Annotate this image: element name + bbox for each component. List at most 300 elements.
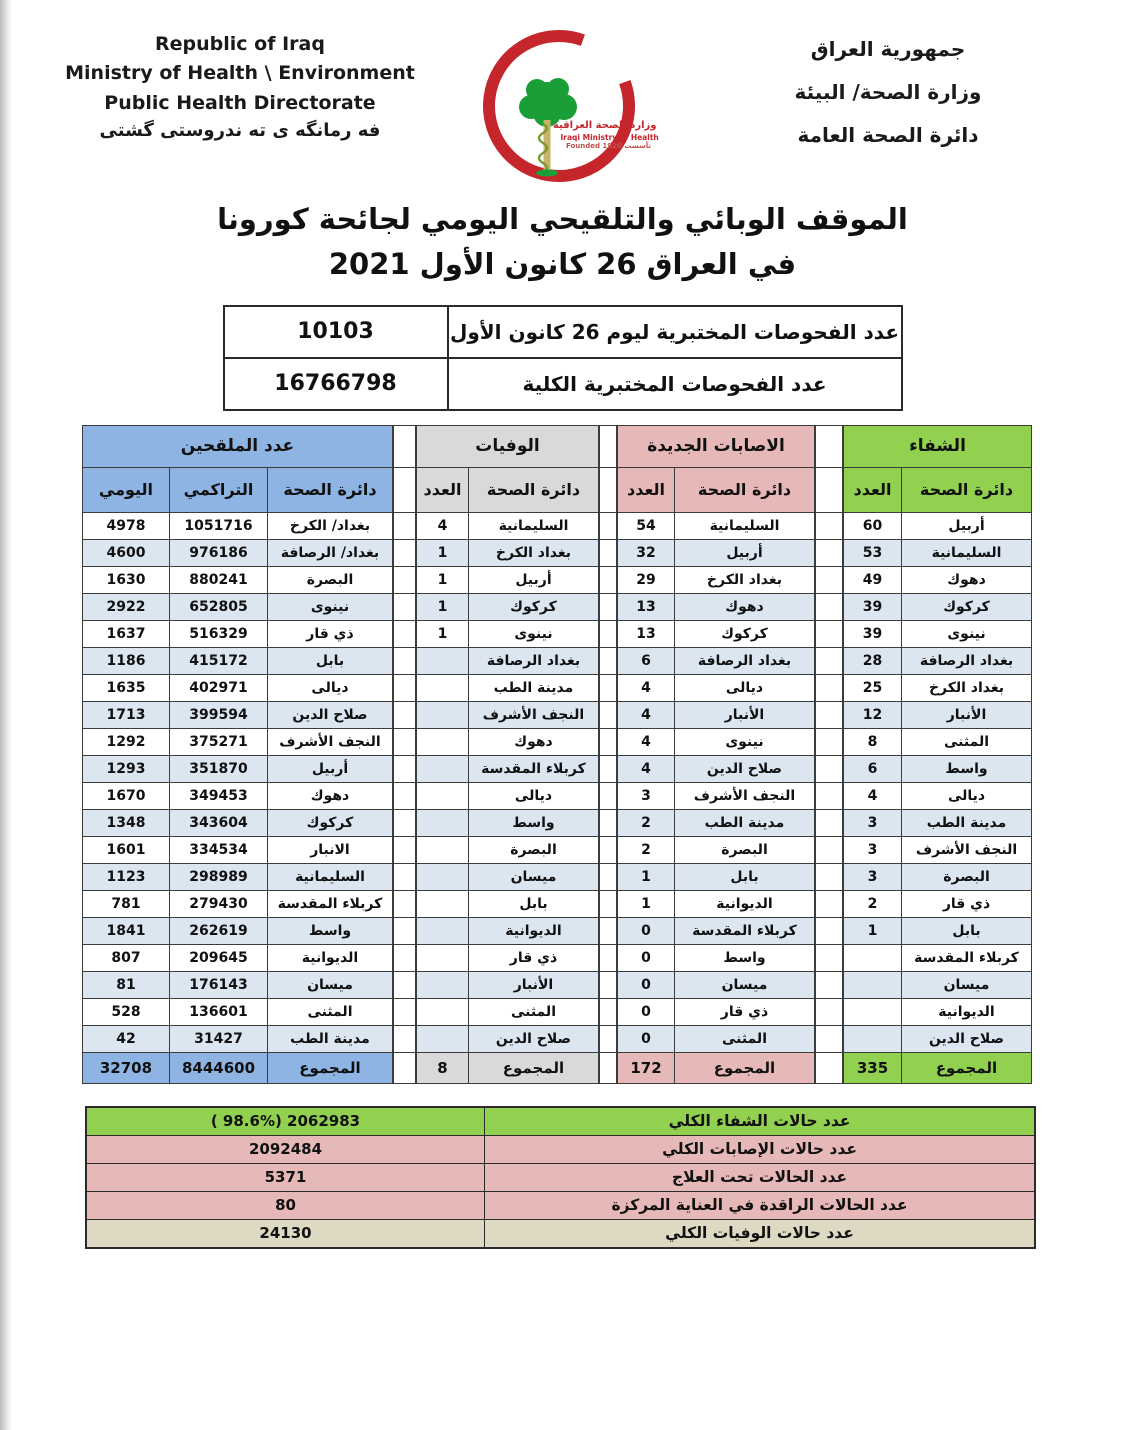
value-cell: 4 <box>843 782 901 809</box>
table-row <box>843 701 1031 728</box>
spacer-body <box>599 512 616 1052</box>
spacer-row <box>599 728 616 755</box>
spacer-cell <box>599 674 616 701</box>
spacer-row <box>393 512 415 539</box>
column-header-row <box>416 467 598 512</box>
table-row <box>416 836 598 863</box>
directorate-cell: الأنبار <box>468 971 598 998</box>
header-english-block <box>40 22 440 141</box>
group-foot <box>843 1052 1031 1083</box>
table-row <box>843 755 1031 782</box>
group-body <box>82 512 392 1052</box>
directorate-cell: دهوك <box>468 728 598 755</box>
spacer-cell <box>393 593 415 620</box>
ministry-logo <box>477 22 657 187</box>
directorate-cell: ميسان <box>267 971 392 998</box>
value-cell: 351870 <box>169 755 267 782</box>
spacer-body <box>393 512 415 1052</box>
daily-tests-label: عدد الفحوصات المختبرية ليوم 26 كانون الأول <box>447 307 901 357</box>
table-row <box>843 647 1031 674</box>
group-body <box>843 512 1031 1052</box>
spacer-row <box>393 647 415 674</box>
value-cell: 49 <box>843 566 901 593</box>
spacer-row <box>599 917 616 944</box>
table-row <box>617 620 814 647</box>
spacer-cell <box>815 647 842 674</box>
spacer-cell <box>599 425 616 467</box>
spacer-cell <box>815 674 842 701</box>
directorate-cell: بغداد الرصافة <box>468 647 598 674</box>
value-cell <box>416 890 468 917</box>
value-cell: 2 <box>617 809 674 836</box>
spacer-cell <box>815 620 842 647</box>
value-cell: 1 <box>843 917 901 944</box>
total-tests-label: عدد الفحوصات المختبرية الكلية <box>447 359 901 409</box>
crescent-palm-icon <box>477 22 657 187</box>
spacer-cell <box>393 863 415 890</box>
spacer-cell <box>815 944 842 971</box>
value-cell <box>416 1025 468 1052</box>
spacer-cell <box>393 701 415 728</box>
column-header: دائرة الصحة <box>267 467 392 512</box>
value-cell: 1 <box>617 863 674 890</box>
value-cell <box>416 998 468 1025</box>
spacer-row <box>599 620 616 647</box>
value-cell: 4978 <box>82 512 169 539</box>
value-cell: 1 <box>416 539 468 566</box>
deaths-table <box>416 425 599 1084</box>
directorate-cell: مدينة الطب <box>267 1025 392 1052</box>
spacer-row <box>815 971 842 998</box>
value-cell <box>416 944 468 971</box>
table-row <box>843 728 1031 755</box>
total-row <box>416 1052 598 1083</box>
table-row <box>87 1163 1034 1191</box>
table-row <box>617 674 814 701</box>
value-cell: 0 <box>617 917 674 944</box>
value-cell: 343604 <box>169 809 267 836</box>
table-row <box>416 728 598 755</box>
spacer-cell <box>393 674 415 701</box>
value-cell: 1713 <box>82 701 169 728</box>
group-body <box>416 512 598 1052</box>
table-row <box>82 755 392 782</box>
column-header-row <box>617 467 814 512</box>
directorate-cell: أربيل <box>674 539 814 566</box>
spacer-row <box>599 998 616 1025</box>
directorate-cell: ميسان <box>902 971 1032 998</box>
table-row <box>82 890 392 917</box>
spacer-row <box>815 809 842 836</box>
value-cell: 136601 <box>169 998 267 1025</box>
spacer-cell <box>599 998 616 1025</box>
spacer-row <box>393 1025 415 1052</box>
icu-cases-label: عدد الحالات الراقدة في العناية المركزة <box>484 1192 1034 1219</box>
table-row <box>617 539 814 566</box>
spacer-cell <box>599 782 616 809</box>
spacer-row <box>393 836 415 863</box>
value-cell: 279430 <box>169 890 267 917</box>
table-row <box>617 809 814 836</box>
spacer-column <box>815 425 843 1084</box>
spacer-row <box>815 620 842 647</box>
table-row <box>416 593 598 620</box>
total-row <box>843 1052 1031 1083</box>
logo-arabic-name: وزارة الصحة العراقية <box>552 120 657 131</box>
spacer-row <box>815 701 842 728</box>
directorate-cell: صلاح الدين <box>267 701 392 728</box>
table-row <box>843 593 1031 620</box>
spacer-row <box>393 1052 415 1083</box>
column-header: دائرة الصحة <box>674 467 814 512</box>
value-cell <box>416 971 468 998</box>
spacer-row <box>815 674 842 701</box>
value-cell: 6 <box>617 647 674 674</box>
directorate-cell: ديالى <box>674 674 814 701</box>
spacer-cell <box>815 782 842 809</box>
group-head <box>416 425 598 512</box>
spacer-cell <box>599 566 616 593</box>
spacer-cell <box>393 647 415 674</box>
value-cell: 4 <box>416 512 468 539</box>
value-cell <box>416 917 468 944</box>
table-row <box>416 755 598 782</box>
spacer-row <box>393 809 415 836</box>
spacer-row <box>815 944 842 971</box>
value-cell <box>416 755 468 782</box>
table-row <box>416 1025 598 1052</box>
total-deaths-value: 24130 <box>259 1224 312 1243</box>
total-deaths-label: عدد حالات الوفيات الكلي <box>484 1220 1034 1247</box>
directorate-cell: صلاح الدين <box>902 1025 1032 1052</box>
value-cell: 0 <box>617 971 674 998</box>
directorate-cell: المثنى <box>902 728 1032 755</box>
header-line-ministry-ar: وزارة الصحة/ البيئة <box>794 80 982 104</box>
spacer-cell <box>815 809 842 836</box>
spacer-row <box>393 782 415 809</box>
spacer-cell <box>393 890 415 917</box>
spacer-cell <box>393 782 415 809</box>
spacer-cell <box>815 512 842 539</box>
column-header: العدد <box>617 467 674 512</box>
value-cell: 1630 <box>82 566 169 593</box>
spacer-body <box>815 512 842 1052</box>
directorate-cell: نينوى <box>267 593 392 620</box>
directorate-cell: البصرة <box>674 836 814 863</box>
total-cases-label: عدد حالات الإصابات الكلي <box>484 1136 1034 1163</box>
directorate-cell: ديالى <box>267 674 392 701</box>
spacer-row <box>393 701 415 728</box>
table-row <box>843 1025 1031 1052</box>
spacer-row <box>815 917 842 944</box>
vaccinated-table <box>82 425 393 1084</box>
total-recoveries-value: ( 98.6%) 2062983 <box>210 1112 361 1131</box>
value-cell: 1292 <box>82 728 169 755</box>
directorate-cell: النجف الأشرف <box>267 728 392 755</box>
total-value-cell: 32708 <box>82 1052 169 1083</box>
value-cell: 652805 <box>169 593 267 620</box>
spacer-row <box>599 512 616 539</box>
table-row <box>416 620 598 647</box>
total-cases-value: 2092484 <box>248 1140 323 1159</box>
spacer-cell <box>599 647 616 674</box>
spacer-cell <box>815 863 842 890</box>
table-row <box>617 998 814 1025</box>
spacer-cell <box>393 944 415 971</box>
spacer-row <box>815 863 842 890</box>
table-row <box>843 539 1031 566</box>
spacer-cell <box>599 809 616 836</box>
spacer-row <box>815 467 842 512</box>
report-title-line2: في العراق 26 كانون الأول 2021 <box>328 246 797 281</box>
group-head <box>617 425 814 512</box>
spacer-row <box>599 863 616 890</box>
total-row <box>82 1052 392 1083</box>
table-row <box>617 1025 814 1052</box>
report-title <box>0 197 1125 287</box>
value-cell: 0 <box>617 944 674 971</box>
directorate-cell: المثنى <box>468 998 598 1025</box>
spacer-row <box>815 566 842 593</box>
directorate-cell: السليمانية <box>267 863 392 890</box>
spacer-cell <box>599 863 616 890</box>
spacer-foot <box>393 1052 415 1083</box>
directorate-cell: واسط <box>902 755 1032 782</box>
spacer-cell <box>599 890 616 917</box>
vaccinated-title: عدد الملقحين <box>82 425 392 467</box>
header <box>0 0 1125 187</box>
table-row <box>843 998 1031 1025</box>
directorate-cell: واسط <box>468 809 598 836</box>
table-row <box>416 917 598 944</box>
value-cell: 807 <box>82 944 169 971</box>
value-cell: 39 <box>843 593 901 620</box>
spacer-row <box>393 944 415 971</box>
deaths-title: الوفيات <box>416 425 598 467</box>
group-foot <box>617 1052 814 1083</box>
spacer-cell <box>815 1052 842 1083</box>
spacer-cell <box>815 728 842 755</box>
value-cell: 399594 <box>169 701 267 728</box>
spacer-row <box>393 755 415 782</box>
spacer-row <box>599 1025 616 1052</box>
value-cell: 32 <box>617 539 674 566</box>
value-cell: 31427 <box>169 1025 267 1052</box>
table-row <box>843 836 1031 863</box>
value-cell: 1 <box>416 593 468 620</box>
spacer-row <box>815 755 842 782</box>
directorate-cell: بابل <box>267 647 392 674</box>
value-cell: 334534 <box>169 836 267 863</box>
header-line-kurdish: فه رمانگه ی ته ندروستی گشتی <box>99 120 381 142</box>
header-line-republic-ar: جمهورية العراق <box>810 37 966 61</box>
spacer-cell <box>815 917 842 944</box>
spacer-head <box>815 425 842 512</box>
spacer-row <box>815 998 842 1025</box>
table-row <box>82 512 392 539</box>
spacer-cell <box>599 512 616 539</box>
directorate-cell: بغداد الكرخ <box>674 566 814 593</box>
value-cell: 6 <box>843 755 901 782</box>
table-row <box>617 593 814 620</box>
logo-founded-line: Founded 1920 تأسست <box>565 141 652 150</box>
column-header: العدد <box>843 467 901 512</box>
group-title-row <box>416 425 598 467</box>
group-title-row <box>82 425 392 467</box>
group-foot <box>82 1052 392 1083</box>
spacer-foot <box>815 1052 842 1083</box>
value-cell: 28 <box>843 647 901 674</box>
directorate-cell: ذي قار <box>267 620 392 647</box>
table-row <box>82 917 392 944</box>
value-cell <box>843 1025 901 1052</box>
column-header: التراكمي <box>169 467 267 512</box>
spacer-cell <box>599 755 616 782</box>
directorate-cell: بغداد الرصافة <box>674 647 814 674</box>
value-cell: 880241 <box>169 566 267 593</box>
spacer-cell <box>599 917 616 944</box>
directorate-cell: بغداد الكرخ <box>468 539 598 566</box>
value-cell: 1635 <box>82 674 169 701</box>
spacer-row <box>599 836 616 863</box>
spacer-cell <box>815 593 842 620</box>
table-row <box>82 647 392 674</box>
total-row <box>617 1052 814 1083</box>
table-row <box>416 809 598 836</box>
header-line-country: Republic of Iraq <box>155 33 325 55</box>
table-row <box>617 755 814 782</box>
spacer-row <box>815 425 842 467</box>
directorate-cell: كركوك <box>674 620 814 647</box>
total-label-cell: المجموع <box>468 1052 598 1083</box>
spacer-row <box>393 425 415 467</box>
spacer-cell <box>815 539 842 566</box>
table-row <box>416 512 598 539</box>
table-row <box>617 836 814 863</box>
directorate-cell: بابل <box>468 890 598 917</box>
column-header: اليومي <box>82 467 169 512</box>
spacer-cell <box>393 809 415 836</box>
table-row <box>87 1135 1034 1163</box>
spacer-cell <box>393 512 415 539</box>
spacer-row <box>815 539 842 566</box>
spacer-cell <box>393 1025 415 1052</box>
value-cell <box>843 944 901 971</box>
directorate-cell: النجف الأشرف <box>902 836 1032 863</box>
table-row <box>225 307 901 357</box>
spacer-cell <box>393 755 415 782</box>
table-row <box>82 809 392 836</box>
table-row <box>617 863 814 890</box>
spacer-cell <box>393 566 415 593</box>
spacer-row <box>599 701 616 728</box>
value-cell: 1 <box>617 890 674 917</box>
value-cell <box>416 863 468 890</box>
directorate-cell: أربيل <box>468 566 598 593</box>
value-cell: 13 <box>617 620 674 647</box>
spacer-cell <box>599 728 616 755</box>
value-cell: 415172 <box>169 647 267 674</box>
directorate-cell: ميسان <box>674 971 814 998</box>
value-cell: 781 <box>82 890 169 917</box>
header-line-directorate: Public Health Directorate <box>104 91 376 114</box>
table-row <box>225 357 901 409</box>
value-cell <box>416 836 468 863</box>
logo-text-block <box>552 120 659 151</box>
table-row <box>416 647 598 674</box>
value-cell <box>416 809 468 836</box>
spacer-row <box>599 566 616 593</box>
table-row <box>82 782 392 809</box>
total-label-cell: المجموع <box>267 1052 392 1083</box>
tests-table <box>223 305 903 411</box>
spacer-cell <box>599 1052 616 1083</box>
spacer-cell <box>393 836 415 863</box>
group-head <box>82 425 392 512</box>
directorate-cell: صلاح الدين <box>468 1025 598 1052</box>
directorate-cell: كربلاء المقدسة <box>674 917 814 944</box>
spacer-row <box>393 620 415 647</box>
directorate-cell: البصرة <box>468 836 598 863</box>
spacer-column <box>599 425 617 1084</box>
value-cell: 3 <box>843 809 901 836</box>
main-table <box>85 425 1032 1084</box>
directorate-cell: البصرة <box>267 566 392 593</box>
table-row <box>617 728 814 755</box>
directorate-cell: ميسان <box>468 863 598 890</box>
directorate-cell: مدينة الطب <box>468 674 598 701</box>
directorate-cell: السليمانية <box>674 512 814 539</box>
directorate-cell: بابل <box>902 917 1032 944</box>
directorate-cell: دهوك <box>674 593 814 620</box>
header-arabic-block <box>693 22 1083 157</box>
value-cell: 60 <box>843 512 901 539</box>
directorate-cell: بغداد/ الرصافة <box>267 539 392 566</box>
spacer-cell <box>393 620 415 647</box>
directorate-cell: الديوانية <box>267 944 392 971</box>
value-cell: 402971 <box>169 674 267 701</box>
table-row <box>416 539 598 566</box>
table-row <box>416 701 598 728</box>
value-cell: 1293 <box>82 755 169 782</box>
spacer-column <box>393 425 416 1084</box>
spacer-row <box>599 467 616 512</box>
table-row <box>617 701 814 728</box>
group-title-row <box>617 425 814 467</box>
spacer-row <box>815 512 842 539</box>
group-head <box>843 425 1031 512</box>
spacer-cell <box>815 1025 842 1052</box>
table-row <box>617 782 814 809</box>
directorate-cell: ديالى <box>468 782 598 809</box>
table-row <box>82 971 392 998</box>
table-row <box>843 512 1031 539</box>
value-cell: 4 <box>617 755 674 782</box>
value-cell: 8 <box>843 728 901 755</box>
total-value-cell: 8 <box>416 1052 468 1083</box>
directorate-cell: ديالى <box>902 782 1032 809</box>
group-title-row <box>843 425 1031 467</box>
directorate-cell: مدينة الطب <box>902 809 1032 836</box>
table-row <box>416 566 598 593</box>
spacer-head <box>599 425 616 512</box>
table-row <box>416 890 598 917</box>
directorate-cell: الأنبار <box>902 701 1032 728</box>
table-row <box>843 863 1031 890</box>
table-row <box>82 566 392 593</box>
spacer-row <box>393 863 415 890</box>
total-value-cell: 335 <box>843 1052 901 1083</box>
